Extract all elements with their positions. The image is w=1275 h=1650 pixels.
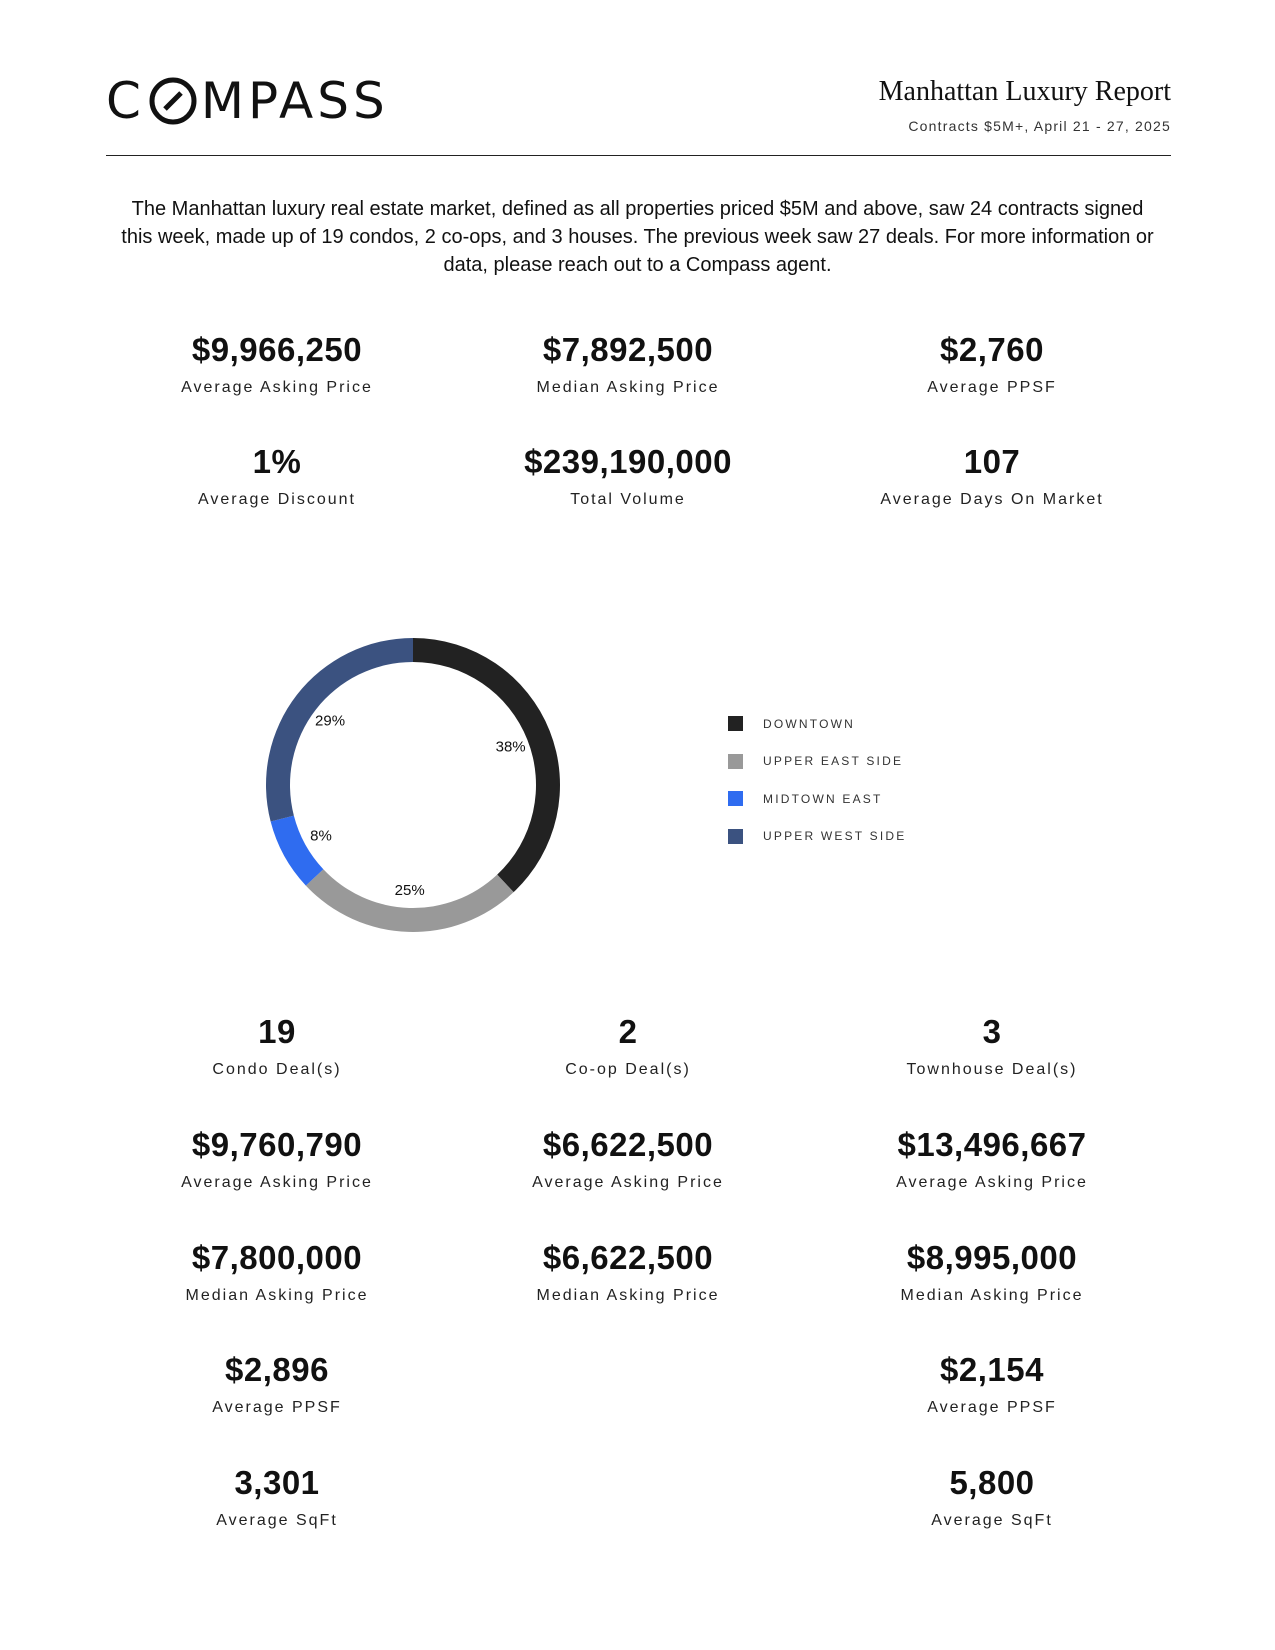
stat-value: $7,800,000 <box>191 1239 363 1276</box>
stat-label: Average Asking Price <box>532 1174 724 1191</box>
stat-label: Average PPSF <box>927 1399 1057 1416</box>
stat-label: Average Days On Market <box>880 491 1104 508</box>
stat-label: Average Asking Price <box>181 379 373 396</box>
intro-paragraph: The Manhattan luxury real estate market, defined as all properties priced $5M and above, saw 24 contracts signed this week, made up of 19 condos, 2 co-ops, and 3 houses. The previous week saw 27 deals. For more information or data, please reach out to a Compass agent. <box>121 198 1154 276</box>
legend-swatch <box>728 791 743 806</box>
donut-data-label: 8% <box>310 827 332 845</box>
stat-label: Condo Deal(s) <box>212 1061 342 1078</box>
stat-label: Average PPSF <box>212 1399 342 1416</box>
report-title: Manhattan Luxury Report <box>878 76 1171 107</box>
townhouse-stat <box>827 1012 1157 1080</box>
header-divider <box>106 155 1171 156</box>
compass-o-icon <box>147 76 199 126</box>
stat-label: Median Asking Price <box>536 1287 720 1304</box>
condo-stat <box>112 1463 442 1531</box>
stat-label: Average Asking Price <box>896 1174 1088 1191</box>
stat-label: Median Asking Price <box>900 1287 1084 1304</box>
stat-value: $8,995,000 <box>906 1239 1078 1276</box>
stat-value: 107 <box>963 443 1021 480</box>
stat-value: $2,154 <box>940 1351 1044 1388</box>
stat-value: $2,760 <box>940 331 1044 368</box>
townhouse-stat <box>827 1125 1157 1193</box>
townhouse-stat <box>827 1238 1157 1306</box>
stat-value: 1% <box>252 443 302 480</box>
stat-value: 3,301 <box>234 1464 320 1501</box>
stat-value: $2,896 <box>225 1351 329 1388</box>
donut-data-label: 29% <box>315 712 346 730</box>
donut-slice-midtown-east <box>271 816 324 886</box>
summary-stat <box>112 442 442 510</box>
legend-label: DOWNTOWN <box>763 716 856 731</box>
report-subtitle: Contracts $5M+, April 21 - 27, 2025 <box>908 118 1171 134</box>
stat-label: Average PPSF <box>927 379 1057 396</box>
legend-label: UPPER WEST SIDE <box>763 829 907 844</box>
neighborhood-donut-chart <box>258 630 568 940</box>
townhouse-stat <box>827 1463 1157 1531</box>
legend-item <box>728 743 1028 781</box>
stat-label: Total Volume <box>570 491 686 508</box>
stat-label: Average Discount <box>198 491 356 508</box>
condo-stat <box>112 1238 442 1306</box>
donut-data-label: 25% <box>394 881 425 899</box>
coop-stat <box>463 1238 793 1306</box>
coop-stat <box>463 1125 793 1193</box>
stat-label: Median Asking Price <box>185 1287 369 1304</box>
legend-swatch <box>728 829 743 844</box>
summary-stat <box>463 330 793 398</box>
legend-swatch <box>728 716 743 731</box>
legend-item <box>728 818 1028 856</box>
stat-value: 19 <box>258 1013 296 1050</box>
summary-stat <box>827 330 1157 398</box>
stat-value: $6,622,500 <box>542 1126 714 1163</box>
summary-stat <box>463 442 793 510</box>
stat-value: $239,190,000 <box>524 443 732 480</box>
stat-value: $13,496,667 <box>897 1126 1087 1163</box>
stat-label: Average Asking Price <box>181 1174 373 1191</box>
legend-label: MIDTOWN EAST <box>763 791 883 806</box>
stat-value: 5,800 <box>949 1464 1035 1501</box>
stat-value: $9,760,790 <box>191 1126 363 1163</box>
donut-slice-upper-west-side <box>266 638 413 822</box>
report-header <box>106 70 1171 158</box>
stat-value: 3 <box>982 1013 1002 1050</box>
stat-label: Average SqFt <box>931 1512 1053 1529</box>
compass-logo: C MPASS <box>106 72 389 130</box>
chart-legend <box>728 705 1028 855</box>
summary-stat <box>112 330 442 398</box>
townhouse-stat <box>827 1350 1157 1418</box>
stat-value: $6,622,500 <box>542 1239 714 1276</box>
legend-label: UPPER EAST SIDE <box>763 754 904 769</box>
donut-data-label: 38% <box>495 738 526 756</box>
donut-slice-downtown <box>413 638 560 892</box>
stat-value: $7,892,500 <box>542 331 714 368</box>
stat-label: Co-op Deal(s) <box>565 1061 691 1078</box>
stat-value: $9,966,250 <box>191 331 363 368</box>
stat-label: Average SqFt <box>216 1512 338 1529</box>
stat-label: Median Asking Price <box>536 379 720 396</box>
summary-stat <box>827 442 1157 510</box>
condo-stat <box>112 1350 442 1418</box>
condo-stat <box>112 1125 442 1193</box>
condo-stat <box>112 1012 442 1080</box>
coop-stat <box>463 1012 793 1080</box>
legend-swatch <box>728 754 743 769</box>
legend-item <box>728 780 1028 818</box>
stat-label: Townhouse Deal(s) <box>906 1061 1078 1078</box>
donut-slice-upper-east-side <box>306 869 514 932</box>
stat-value: 2 <box>618 1013 638 1050</box>
legend-item <box>728 705 1028 743</box>
